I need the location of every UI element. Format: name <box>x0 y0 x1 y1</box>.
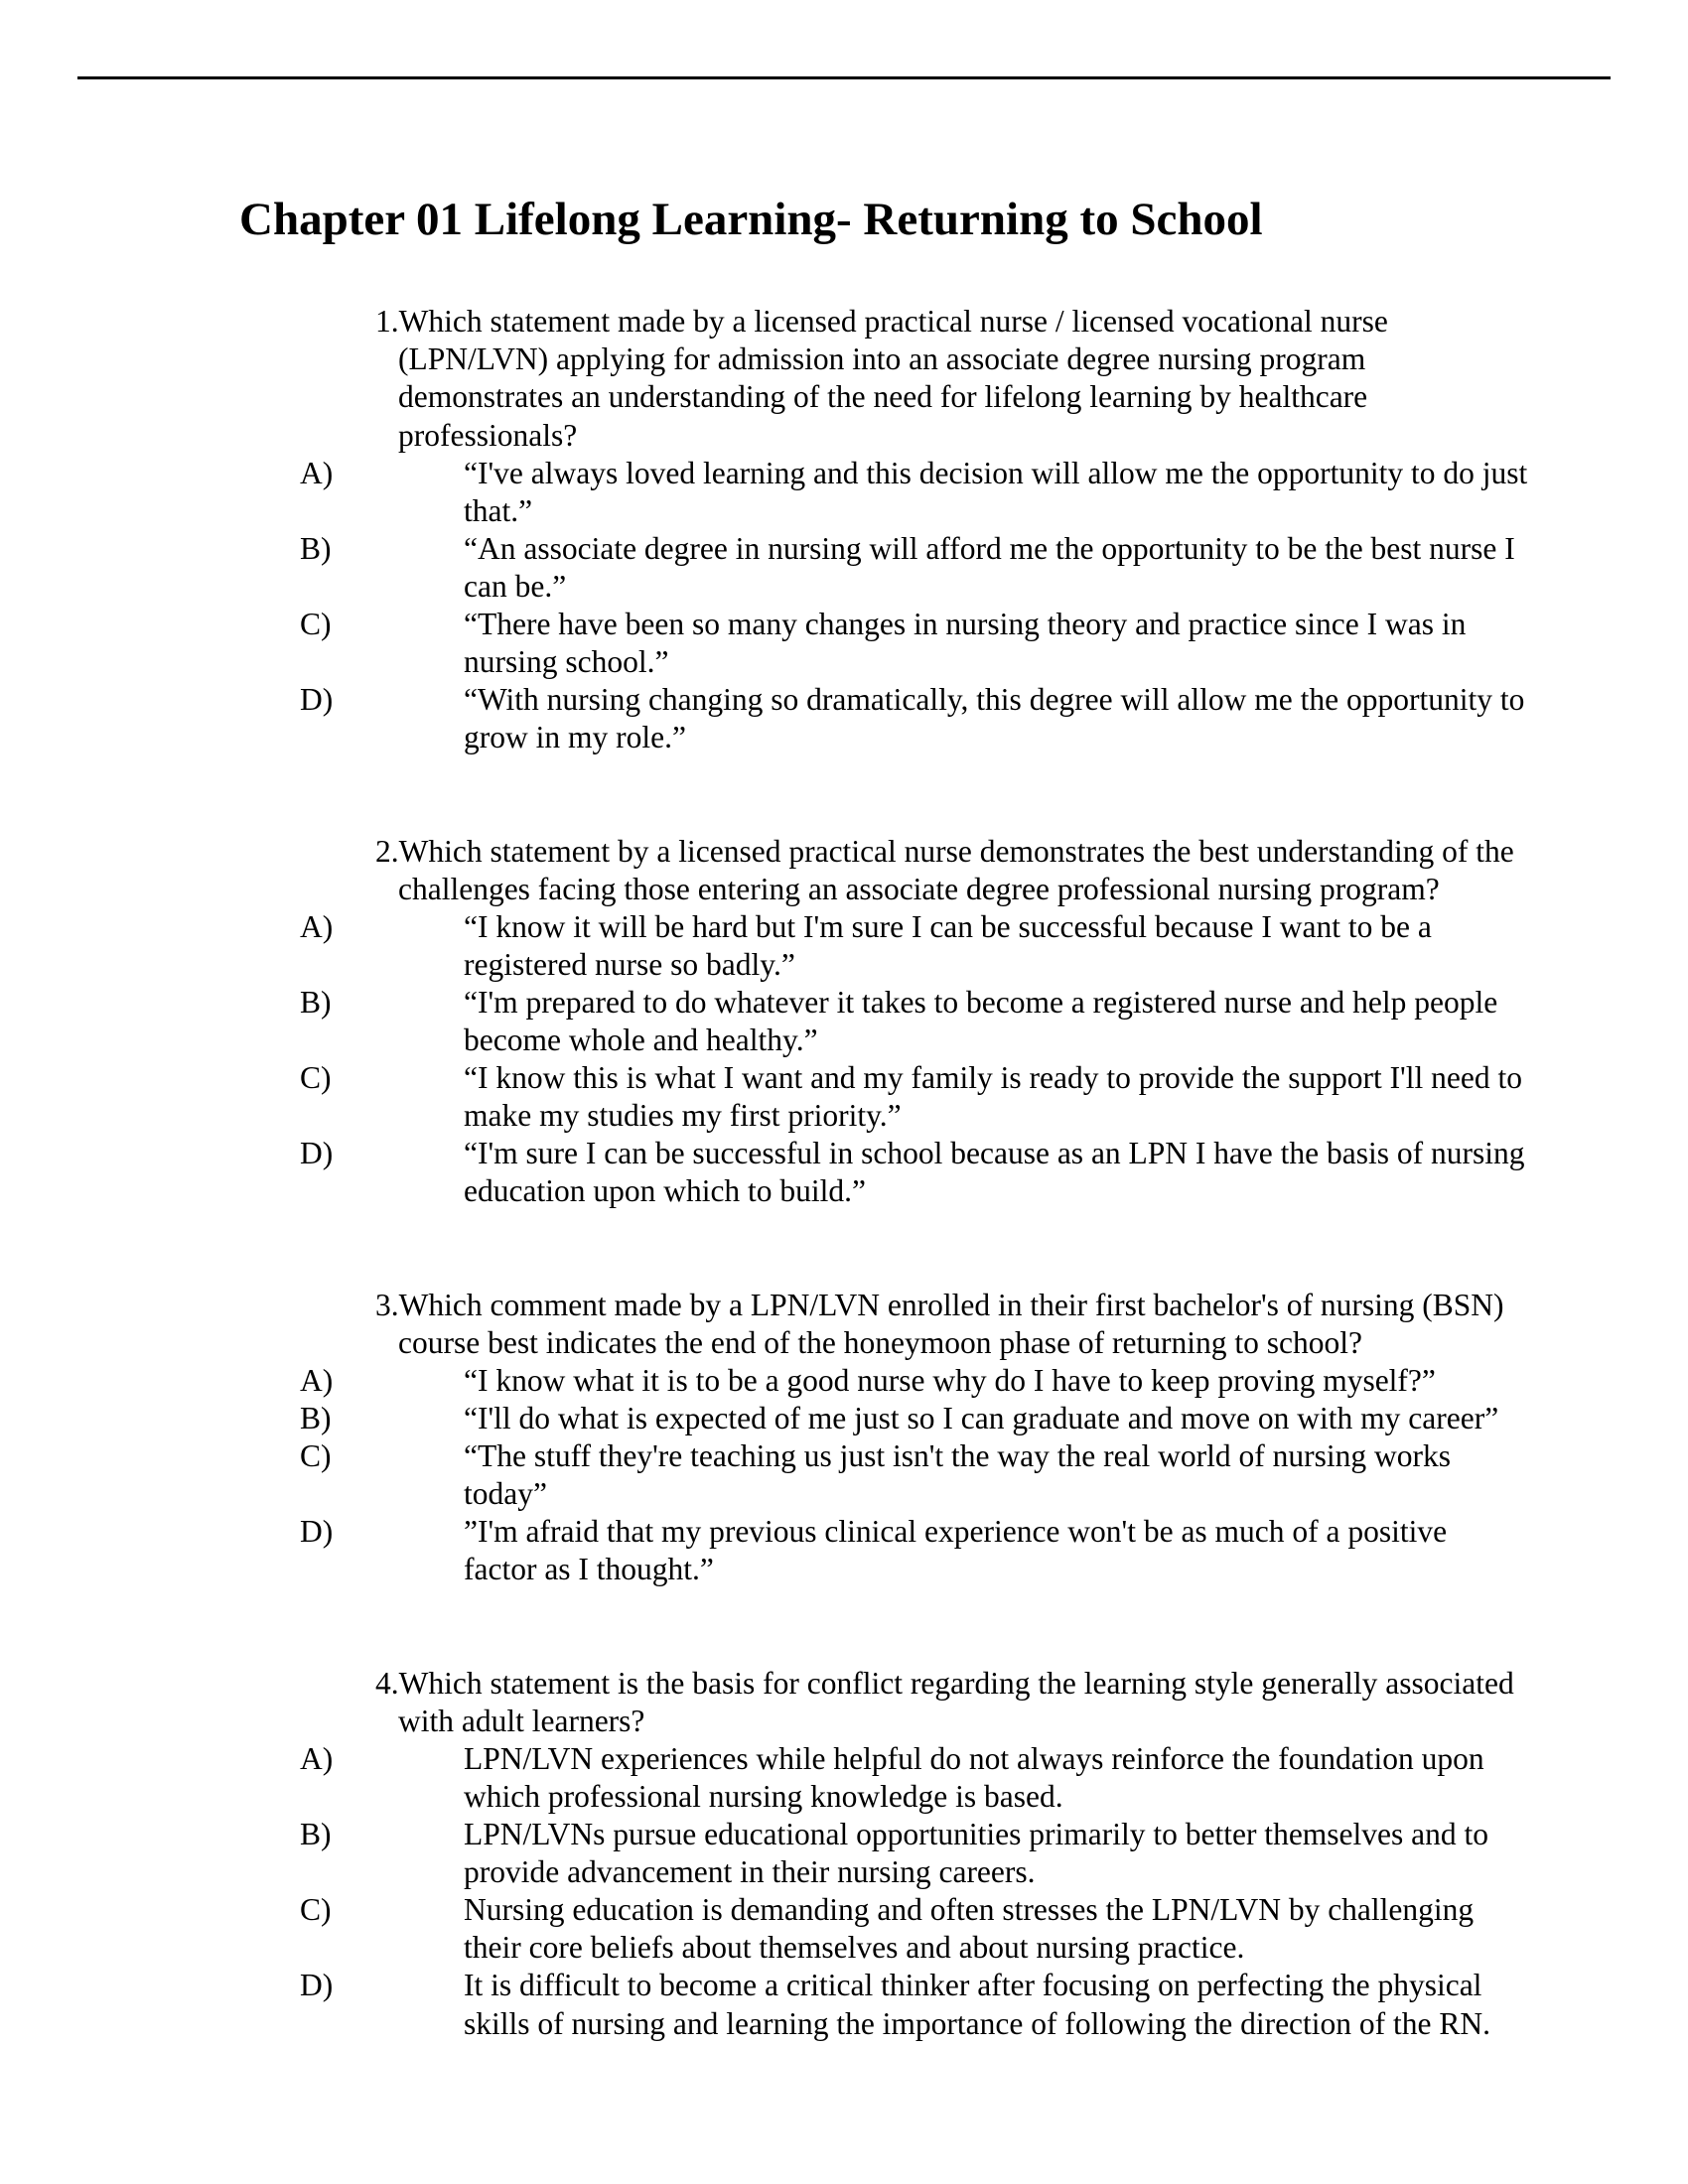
option-text-line: their core beliefs about themselves and about nursing practice. <box>464 1930 1245 1966</box>
option-text-line: ”I'm afraid that my previous clinical experience won't be as much of a positive <box>464 1514 1448 1550</box>
question-stem-line: 4.Which statement is the basis for conflict regarding the learning style generally associated <box>375 1665 1514 1701</box>
option-text <box>0 606 1688 681</box>
option-text-line: “I'm prepared to do whatever it takes to become a registered nurse and help people <box>464 984 1498 1020</box>
option-letter: B) <box>300 1401 332 1436</box>
option-text <box>0 1513 1688 1588</box>
option-text-line: “I'm sure I can be successful in school because as an LPN I have the basis of nursing <box>464 1136 1525 1171</box>
chapter-title: Chapter 01 Lifelong Learning- Returning to School <box>239 194 1263 245</box>
option-letter: D) <box>300 1968 334 2003</box>
header-rule <box>77 76 1611 79</box>
option-b <box>0 530 1688 606</box>
option-letter: C) <box>300 1438 332 1474</box>
option-text <box>0 1967 1688 2042</box>
question-stem-line: 1.Which statement made by a licensed practical nurse / licensed vocational nurse <box>375 304 1388 340</box>
option-letter: C) <box>300 607 332 642</box>
option-letter: C) <box>300 1060 332 1096</box>
option-text <box>0 1059 1688 1135</box>
option-letter: B) <box>300 1817 332 1852</box>
option-text-line: “I'll do what is expected of me just so I can graduate and move on with my career” <box>464 1401 1499 1436</box>
option-text <box>0 1740 1688 1816</box>
option-text <box>0 1362 1688 1400</box>
option-letter: C) <box>300 1892 332 1928</box>
option-text-line: “There have been so many changes in nursing theory and practice since I was in <box>464 607 1467 642</box>
option-b <box>0 984 1688 1059</box>
question-stem <box>0 833 1688 908</box>
option-text <box>0 908 1688 984</box>
option-a <box>0 1362 1688 1400</box>
question-stem-line: professionals? <box>398 417 578 453</box>
option-text-line: “I know it will be hard but I'm sure I can be successful because I want to be a <box>464 908 1432 944</box>
question-stem-line: challenges facing those entering an associate degree professional nursing program? <box>398 871 1440 906</box>
option-d <box>0 681 1688 756</box>
question-stem-line: with adult learners? <box>398 1703 645 1738</box>
option-text-line: which professional nursing knowledge is based. <box>464 1778 1063 1814</box>
option-a <box>0 1740 1688 1816</box>
option-text-line: nursing school.” <box>464 644 669 680</box>
option-text-line: become whole and healthy.” <box>464 1023 818 1058</box>
option-text-line: education upon which to build.” <box>464 1173 867 1209</box>
option-text <box>0 1400 1688 1437</box>
option-letter: B) <box>300 530 332 566</box>
option-letter: D) <box>300 1514 334 1550</box>
question-1 <box>0 303 1688 756</box>
question-stem-line: course best indicates the end of the honeymoon phase of returning to school? <box>398 1324 1362 1360</box>
question-list <box>0 303 1688 2118</box>
option-d <box>0 1513 1688 1588</box>
question-stem-line: (LPN/LVN) applying for admission into an associate degree nursing program <box>398 341 1366 377</box>
option-text <box>0 681 1688 756</box>
option-text-line: today” <box>464 1476 547 1512</box>
option-text-line: “An associate degree in nursing will afford me the opportunity to be the best nurse I <box>464 530 1515 566</box>
question-2 <box>0 833 1688 1211</box>
option-d <box>0 1967 1688 2042</box>
question-4 <box>0 1665 1688 2043</box>
option-text-line: LPN/LVN experiences while helpful do not always reinforce the foundation upon <box>464 1740 1484 1776</box>
question-3 <box>0 1287 1688 1589</box>
option-b <box>0 1400 1688 1437</box>
option-text-line: “I know this is what I want and my family is ready to provide the support I'll need to <box>464 1060 1522 1096</box>
option-text <box>0 1816 1688 1891</box>
option-letter: A) <box>300 908 334 944</box>
question-stem-line: 2.Which statement by a licensed practical nurse demonstrates the best understanding of the <box>375 833 1514 869</box>
question-stem-line: demonstrates an understanding of the need for lifelong learning by healthcare <box>398 379 1368 415</box>
option-text-line: “With nursing changing so dramatically, this degree will allow me the opportunity to <box>464 682 1525 718</box>
option-text-line: provide advancement in their nursing careers. <box>464 1854 1036 1890</box>
option-c <box>0 1437 1688 1513</box>
option-letter: D) <box>300 1136 334 1171</box>
option-text-line: “I know what it is to be a good nurse why do I have to keep proving myself?” <box>464 1362 1436 1398</box>
option-text-line: It is difficult to become a critical thinker after focusing on perfecting the physical <box>464 1968 1482 2003</box>
option-text-line: factor as I thought.” <box>464 1552 714 1587</box>
option-d <box>0 1135 1688 1210</box>
option-text <box>0 1891 1688 1967</box>
option-letter: B) <box>300 984 332 1020</box>
option-c <box>0 1891 1688 1967</box>
option-letter: A) <box>300 1740 334 1776</box>
question-stem-line: 3.Which comment made by a LPN/LVN enrolled in their first bachelor's of nursing (BSN) <box>375 1287 1504 1322</box>
option-letter: A) <box>300 1362 334 1398</box>
option-text-line: can be.” <box>464 568 567 604</box>
option-text-line: skills of nursing and learning the importance of following the direction of the RN. <box>464 2005 1491 2041</box>
option-c <box>0 1059 1688 1135</box>
option-text <box>0 530 1688 606</box>
option-c <box>0 606 1688 681</box>
option-text <box>0 984 1688 1059</box>
option-text-line: “The stuff they're teaching us just isn't the way the real world of nursing works <box>464 1438 1452 1474</box>
option-text-line: Nursing education is demanding and often stresses the LPN/LVN by challenging <box>464 1892 1475 1928</box>
option-text <box>0 455 1688 530</box>
option-b <box>0 1816 1688 1891</box>
option-text-line: that.” <box>464 492 533 528</box>
question-stem <box>0 303 1688 454</box>
option-text-line: registered nurse so badly.” <box>464 946 795 982</box>
option-text <box>0 1135 1688 1210</box>
question-stem <box>0 1665 1688 1740</box>
option-text-line: make my studies my first priority.” <box>464 1098 902 1134</box>
option-text-line: LPN/LVNs pursue educational opportunities primarily to better themselves and to <box>464 1817 1489 1852</box>
option-a <box>0 455 1688 530</box>
question-stem <box>0 1287 1688 1362</box>
option-text-line: grow in my role.” <box>464 720 686 755</box>
option-a <box>0 908 1688 984</box>
option-letter: D) <box>300 682 334 718</box>
option-text <box>0 1437 1688 1513</box>
option-letter: A) <box>300 455 334 490</box>
option-text-line: “I've always loved learning and this decision will allow me the opportunity to do just <box>464 455 1528 490</box>
